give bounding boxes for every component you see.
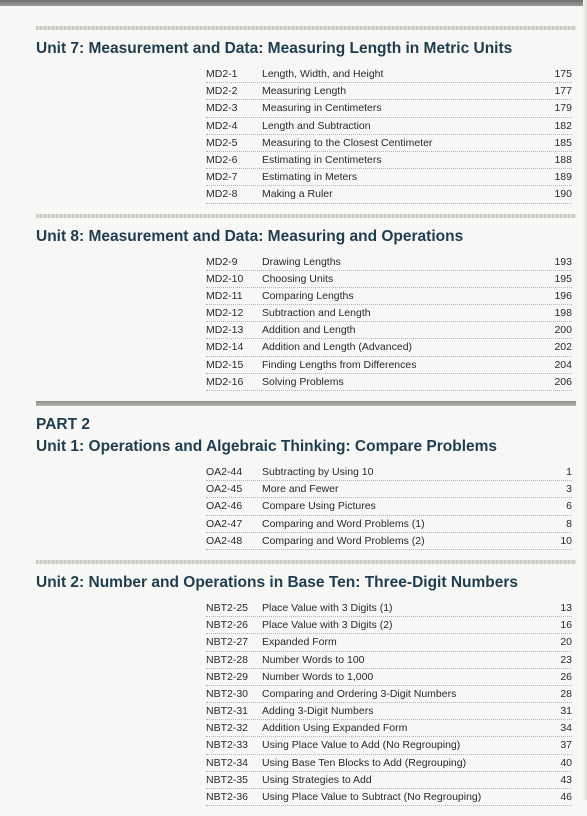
lesson-title: Place Value with 3 Digits (2) [262, 619, 393, 632]
lesson-code: MD2-1 [206, 68, 238, 80]
lesson-page-number: 202 [554, 341, 572, 354]
lesson-title: Using Place Value to Add (No Regrouping) [262, 739, 461, 752]
lesson-row [206, 374, 572, 391]
toc-section [36, 228, 576, 392]
lesson-row [206, 772, 572, 789]
lesson-title: Estimating in Centimeters [262, 153, 382, 166]
lesson-code: MD2-6 [206, 153, 238, 166]
lesson-row [206, 100, 572, 117]
lesson-title: Measuring Length [262, 85, 347, 98]
toc-section [36, 40, 576, 204]
lesson-row [206, 669, 572, 686]
lesson-title: Addition Using Expanded Form [262, 722, 408, 735]
lesson-page-number: 200 [554, 324, 572, 337]
lesson-page-number: 40 [560, 756, 572, 769]
lesson-row [206, 720, 572, 737]
lesson-page-number: 43 [560, 773, 572, 786]
lesson-code: OA2-47 [206, 517, 243, 530]
lesson-row [206, 789, 572, 806]
lesson-list [206, 66, 572, 204]
lesson-title: Solving Problems [262, 375, 344, 388]
lesson-code: NBT2-29 [206, 670, 249, 683]
lesson-title: Finding Lengths from Differences [262, 358, 417, 371]
lesson-code: OA2-46 [206, 500, 243, 513]
lesson-code: MD2-12 [206, 307, 244, 320]
lesson-row [206, 703, 572, 720]
lesson-code: NBT2-26 [206, 619, 249, 632]
lesson-page-number: 10 [560, 534, 572, 547]
lesson-page-number: 46 [560, 791, 572, 803]
toc-section [36, 574, 576, 806]
lesson-code: MD2-11 [206, 289, 243, 302]
lesson-page-number: 195 [554, 272, 572, 285]
lesson-page-number: 34 [560, 722, 572, 735]
top-border [0, 0, 587, 6]
lesson-code: NBT2-36 [206, 791, 249, 803]
lesson-row [206, 305, 572, 322]
lesson-title: Making a Ruler [262, 188, 333, 201]
lesson-title: Comparing Lengths [262, 289, 354, 302]
lesson-row [206, 186, 572, 203]
lesson-page-number: 182 [554, 119, 572, 132]
lesson-row [206, 118, 572, 135]
lesson-title: Measuring in Centimeters [262, 102, 382, 115]
lesson-title: Addition and Length (Advanced) [262, 341, 413, 354]
lesson-row [206, 600, 572, 617]
lesson-title: Comparing and Word Problems (2) [262, 534, 425, 547]
lesson-code: MD2-7 [206, 171, 238, 184]
lesson-title: Addition and Length [262, 324, 356, 337]
lesson-title: Choosing Units [262, 272, 334, 285]
lesson-code: MD2-10 [206, 272, 244, 285]
lesson-row [206, 464, 572, 481]
lesson-page-number: 16 [560, 619, 572, 632]
page-edge-shadow [583, 0, 587, 800]
lesson-page-number: 13 [560, 601, 572, 614]
lesson-code: NBT2-25 [206, 601, 249, 614]
lesson-code: MD2-8 [206, 188, 238, 201]
lesson-row [206, 169, 572, 186]
lesson-code: MD2-4 [206, 119, 238, 132]
lesson-code: OA2-45 [206, 483, 243, 496]
lesson-page-number: 190 [554, 188, 572, 201]
lesson-code: MD2-14 [206, 341, 244, 354]
section-divider [36, 560, 576, 564]
lesson-row [206, 254, 572, 271]
lesson-list [206, 600, 572, 806]
lesson-row [206, 755, 572, 772]
lesson-code: MD2-2 [206, 85, 238, 98]
lesson-title: Compare Using Pictures [262, 500, 376, 513]
lesson-page-number: 26 [560, 670, 572, 683]
lesson-title: Length and Subtraction [262, 119, 371, 132]
lesson-code: OA2-44 [206, 466, 243, 478]
lesson-code: NBT2-28 [206, 653, 249, 666]
lesson-code: NBT2-31 [206, 705, 249, 718]
lesson-page-number: 204 [554, 358, 572, 371]
table-of-contents [36, 26, 576, 816]
lesson-row [206, 357, 572, 374]
lesson-page-number: 196 [554, 289, 572, 302]
lesson-title: Estimating in Meters [262, 171, 358, 184]
lesson-row [206, 652, 572, 669]
lesson-page-number: 185 [554, 136, 572, 149]
lesson-page-number: 188 [554, 153, 572, 166]
section-divider [36, 26, 576, 30]
lesson-row [206, 288, 572, 305]
lesson-row [206, 339, 572, 356]
unit-title: Unit 2: Number and Operations in Base Ten: Three-Digit Numbers [36, 573, 518, 591]
lesson-page-number: 31 [560, 705, 572, 718]
lesson-code: NBT2-30 [206, 687, 249, 700]
lesson-row [206, 516, 572, 533]
lesson-page-number: 189 [554, 171, 572, 184]
lesson-page-number: 8 [566, 517, 572, 530]
lesson-row [206, 634, 572, 651]
lesson-code: NBT2-27 [206, 636, 249, 649]
lesson-title: Drawing Lengths [262, 255, 341, 268]
lesson-row [206, 533, 572, 550]
lesson-title: Number Words to 1,000 [262, 670, 374, 683]
lesson-code: OA2-48 [206, 534, 243, 547]
lesson-page-number: 198 [554, 307, 572, 320]
lesson-code: MD2-15 [206, 358, 244, 371]
lesson-code: MD2-5 [206, 136, 238, 149]
section-divider [36, 401, 576, 406]
lesson-row [206, 686, 572, 703]
lesson-title: Comparing and Word Problems (1) [262, 517, 425, 530]
lesson-row [206, 135, 572, 152]
lesson-page-number: 179 [554, 102, 572, 115]
lesson-code: MD2-16 [206, 375, 244, 388]
lesson-title: Place Value with 3 Digits (1) [262, 601, 393, 614]
lesson-title: Measuring to the Closest Centimeter [262, 136, 433, 149]
lesson-page-number: 206 [554, 375, 572, 388]
lesson-title: Number Words to 100 [262, 653, 365, 666]
lesson-row [206, 737, 572, 754]
lesson-page-number: 23 [560, 653, 572, 666]
lesson-code: MD2-9 [206, 255, 238, 268]
unit-title: Unit 1: Operations and Algebraic Thinking: Compare Problems [36, 438, 498, 455]
lesson-code: MD2-13 [206, 324, 244, 337]
lesson-page-number: 1 [566, 466, 572, 478]
lesson-page-number: 28 [560, 687, 572, 700]
lesson-code: NBT2-32 [206, 722, 249, 735]
lesson-page-number: 3 [566, 483, 572, 496]
lesson-code: NBT2-33 [206, 739, 249, 752]
lesson-page-number: 175 [554, 68, 572, 80]
lesson-title: Subtracting by Using 10 [262, 466, 374, 478]
lesson-row [206, 498, 572, 515]
lesson-title: Subtraction and Length [262, 307, 371, 320]
lesson-code: NBT2-34 [206, 756, 249, 769]
toc-section [36, 416, 576, 550]
lesson-page-number: 177 [554, 85, 572, 98]
lesson-list [206, 464, 572, 550]
lesson-code: MD2-3 [206, 102, 238, 115]
lesson-title: Adding 3-Digit Numbers [262, 705, 374, 718]
lesson-row [206, 481, 572, 498]
lesson-title: Length, Width, and Height [262, 68, 384, 80]
unit-title: Unit 8: Measurement and Data: Measuring and Operations [36, 227, 464, 245]
lesson-row [206, 66, 572, 83]
lesson-list [206, 254, 572, 392]
lesson-title: More and Fewer [262, 483, 339, 496]
lesson-row [206, 152, 572, 169]
lesson-page-number: 20 [560, 636, 572, 649]
lesson-title: Using Place Value to Subtract (No Regrouping) [262, 791, 482, 803]
lesson-page-number: 193 [554, 255, 572, 268]
part-label: PART 2 [36, 416, 90, 433]
section-divider [36, 214, 576, 218]
lesson-title: Expanded Form [262, 636, 337, 649]
lesson-row [206, 271, 572, 288]
lesson-row [206, 322, 572, 339]
lesson-code: NBT2-35 [206, 773, 249, 786]
lesson-row [206, 83, 572, 100]
lesson-title: Using Base Ten Blocks to Add (Regrouping) [262, 756, 467, 769]
lesson-title: Comparing and Ordering 3-Digit Numbers [262, 687, 457, 700]
lesson-page-number: 37 [560, 739, 572, 752]
lesson-row [206, 617, 572, 634]
lesson-page-number: 6 [566, 500, 572, 513]
unit-title: Unit 7: Measurement and Data: Measuring Length in Metric Units [36, 40, 513, 57]
lesson-title: Using Strategies to Add [262, 773, 372, 786]
